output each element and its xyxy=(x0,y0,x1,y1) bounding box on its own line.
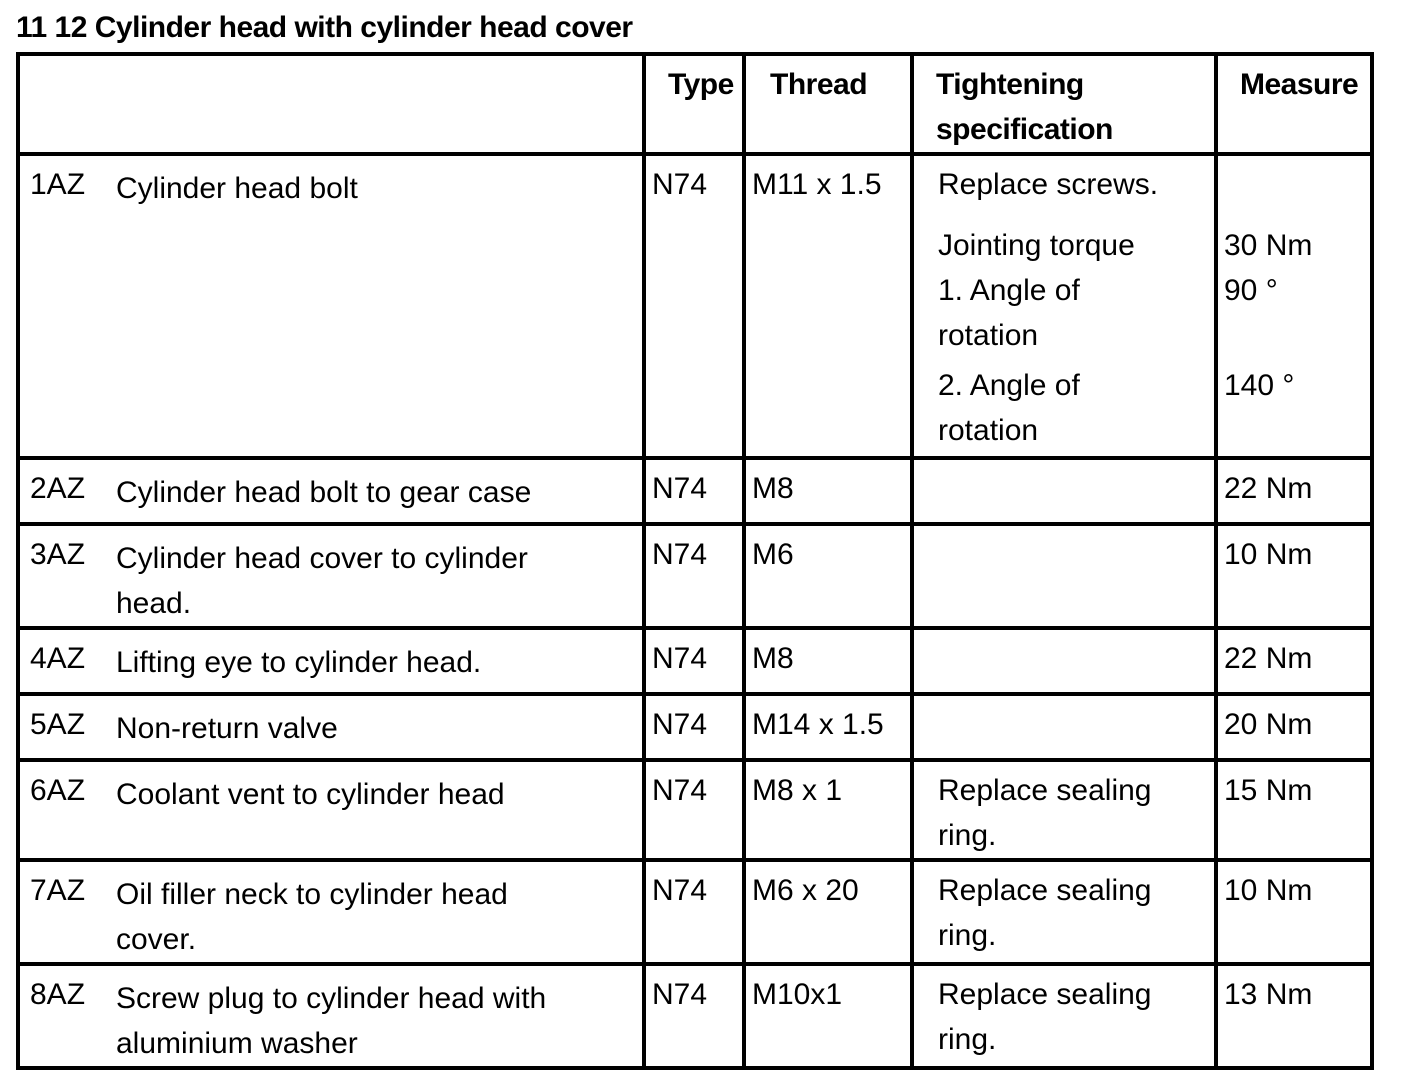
position-code: 5AZ xyxy=(30,708,86,741)
spec-step-2: 1. Angle of rotation xyxy=(938,274,1080,352)
spec-cell xyxy=(912,524,1216,628)
spec-cell: Replace sealing ring. xyxy=(912,964,1216,1068)
position-cell xyxy=(18,694,644,760)
header-type: Type xyxy=(644,54,744,154)
position-cell xyxy=(18,760,644,860)
position-cell xyxy=(18,524,644,628)
type-cell: N74 xyxy=(644,694,744,760)
table-row xyxy=(18,628,1372,694)
header-position xyxy=(18,54,644,154)
measure-step-2: 90 ° xyxy=(1224,274,1278,307)
type-cell: N74 xyxy=(644,860,744,964)
position-code: 4AZ xyxy=(30,642,86,675)
spec-cell xyxy=(912,154,1216,458)
position-name: Lifting eye to cylinder head. xyxy=(116,646,482,679)
thread-cell: M6 x 20 xyxy=(744,860,912,964)
position-cell xyxy=(18,964,644,1068)
position-name: Screw plug to cylinder head with aluminium washer xyxy=(116,982,547,1060)
position-cell xyxy=(18,628,644,694)
position-code: 8AZ xyxy=(30,978,86,1011)
measure-cell: 22 Nm xyxy=(1216,458,1372,524)
type-cell: N74 xyxy=(644,964,744,1068)
spec-cell xyxy=(912,694,1216,760)
spec-cell xyxy=(912,628,1216,694)
position-name: Cylinder head cover to cylinder head. xyxy=(116,542,528,620)
position-code: 3AZ xyxy=(30,538,86,571)
spec-cell: Replace sealing ring. xyxy=(912,860,1216,964)
type-cell: N74 xyxy=(644,458,744,524)
header-spec: Tightening specification xyxy=(912,54,1216,154)
position-code: 7AZ xyxy=(30,874,86,907)
thread-cell: M8 xyxy=(744,458,912,524)
thread-cell: M11 x 1.5 xyxy=(744,154,912,458)
measure-step-3: 140 ° xyxy=(1224,369,1295,402)
measure-cell: 10 Nm xyxy=(1216,860,1372,964)
header-thread: Thread xyxy=(744,54,912,154)
spec-step-3: 2. Angle of rotation xyxy=(938,369,1080,447)
measure-cell: 13 Nm xyxy=(1216,964,1372,1068)
position-cell xyxy=(18,458,644,524)
position-code: 6AZ xyxy=(30,774,86,807)
type-cell: N74 xyxy=(644,154,744,458)
table-row xyxy=(18,458,1372,524)
position-cell xyxy=(18,860,644,964)
spec-cell: Replace sealing ring. xyxy=(912,760,1216,860)
measure-cell: 22 Nm xyxy=(1216,628,1372,694)
thread-cell: M14 x 1.5 xyxy=(744,694,912,760)
spec-cell xyxy=(912,458,1216,524)
table-row xyxy=(18,694,1372,760)
table-row xyxy=(18,760,1372,860)
measure-cell: 20 Nm xyxy=(1216,694,1372,760)
measure-cell: 15 Nm xyxy=(1216,760,1372,860)
thread-cell: M10x1 xyxy=(744,964,912,1068)
type-cell: N74 xyxy=(644,628,744,694)
position-name: Coolant vent to cylinder head xyxy=(116,778,505,811)
table-row xyxy=(18,964,1372,1068)
position-name: Cylinder head bolt to gear case xyxy=(116,476,532,509)
thread-cell: M8 x 1 xyxy=(744,760,912,860)
thread-cell: M8 xyxy=(744,628,912,694)
position-name: Cylinder head bolt xyxy=(116,172,358,205)
position-code: 2AZ xyxy=(30,472,86,505)
table-row xyxy=(18,154,1372,458)
measure-cell xyxy=(1216,154,1372,458)
spec-note: Replace screws. xyxy=(938,168,1159,201)
table-row xyxy=(18,860,1372,964)
position-code: 1AZ xyxy=(30,168,86,201)
type-cell: N74 xyxy=(644,524,744,628)
position-name: Oil filler neck to cylinder head cover. xyxy=(116,878,508,956)
measure-step-1: 30 Nm xyxy=(1224,229,1313,262)
page-title: 11 12 Cylinder head with cylinder head cover xyxy=(16,11,633,44)
tightening-table xyxy=(16,52,1374,1070)
thread-cell: M6 xyxy=(744,524,912,628)
header-measure: Measure xyxy=(1216,54,1372,154)
measure-cell: 10 Nm xyxy=(1216,524,1372,628)
position-name: Non-return valve xyxy=(116,712,338,745)
position-cell xyxy=(18,154,644,458)
table-header-row xyxy=(18,54,1372,154)
spec-step-1: Jointing torque xyxy=(938,229,1135,262)
type-cell: N74 xyxy=(644,760,744,860)
table-row xyxy=(18,524,1372,628)
